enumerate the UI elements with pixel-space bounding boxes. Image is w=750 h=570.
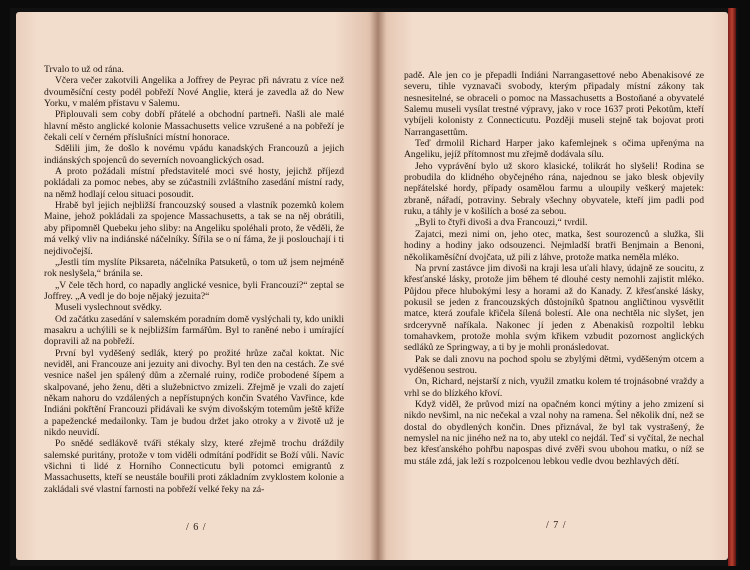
left-page (16, 12, 378, 560)
paragraph: „Byli to čtyři divoši a dva Francouzi,“ tvrdil. (415, 217, 588, 229)
paragraph: On, Richard, nejstarší z nich, využil zmatku kolem té trojnásobné vraždy a vrhl se do blízkého křoví. (404, 376, 704, 399)
page-number-left: / 6 / (186, 522, 207, 533)
paragraph: Po snědé sedlákově tváři stékaly slzy, které zřejmě trochu dráždily salemské puritány, protože v tom viděli odmítání podřídit se Boží vůli. Navíc všichni ti lidé z Horního Connecticutu byli potomci emigrantů z Massachusetts, kteří se neustále bouřili proti základním zvyklostem kolonie a zakládali své vlastní farnosti na pobřeží velké řeky na zá- (44, 438, 344, 495)
paragraph: padě. Ale jen co je přepadli Indiáni Narrangasettové nebo Abenakisové ze severu, tihle vyznavači svobody, kterým připadaly místní zákony tak nesnesitelné, se obraceli o pomoc na Massachusetts a Bostoňané a obyvatelé Salemu museli vysílat trestné výpravy, jako v roce 1637 proti Pekotům, kteří vybíjeli kolonisty z Connecticutu. Později museli stejně tak bojovat proti Narrangasettům. (404, 70, 704, 138)
paragraph: Museli vyslechnout svědky. (55, 302, 162, 314)
paragraph: A proto požádali místní představitelé moci své hosty, jejichž příjezd pokládali za pomoc nebes, aby se zúčastnili zvláštního zasedání místní rady, na němž hodlají celou situaci posoudit. (44, 166, 344, 200)
right-page-text (404, 70, 704, 467)
paragraph: Hrabě byl jejich nejbližší francouzský soused a vlastník pozemků kolem Maine, jehož pokládali za spojence Massachusetts, a tak se na něj obrátili, aby připomněl Quebeku jeho sliby: na Angeliku spoléhali proto, že věděli, že má velký vliv na indiánské náčelníky. Šířila se o ní fáma, že ji poslouchají i ti nejdivočejší. (44, 200, 344, 257)
paragraph: Když viděl, že průvod mizí na opačném konci mýtiny a jeho zmizení si nikdo nevšiml, na nic nečekal a vzal nohy na ramena. Šel několik dní, než se dostal do obydlených končin. Dnes přiznával, že byl tak vystrašený, že nemyslel na nic jiného než na to, aby utekl co nejdál. Teď si vyčítal, že nechal bez křesťanského pohřbu napospas divé zvěři svou ubohou matku, o níž se mu stále zdá, jak leží s rozpolcenou lebkou vedle dvou bezhlavých dětí. (404, 398, 704, 467)
paragraph: První byl vyděšený sedlák, který po prožité hrůze začal koktat. Nic neviděl, ani Francouze ani jezuity ani divochy. Byl ten den na cestách. Ze své vesnice našel jen spálený dům a zčernalé ruiny, rodiče probodené šípem a skalpované, jeho ženu, děti a služebnictvo zmizeli. Zřejmě je vzali do zajetí někam nahoru do vzdálených a nepřístupných končin Svatého Vavřince, kde Indiáni pokřtění Francouzi přidávali ke svým divošským totemům ještě kříže a papežencké medailonky. Tam je budou držet jako otroky a v životě už je nikdo neuvidí. (44, 347, 344, 438)
paragraph: „V čele těch hord, co napadly anglické vesnice, byli Francouzi?“ zeptal se Joffrey. „A vedl je do boje nějaký jezuita?“ (44, 279, 344, 302)
left-page-text (44, 64, 344, 495)
paragraph: Od začátku zasedání v salemském poradním domě vyslýchali ty, kdo unikli masakru a uchýlili se k nejbližším farmářům. Byl to raněné nebo i umírající dopravili až na pobřeží. (44, 313, 344, 348)
paragraph: „Jestli tím myslíte Piksareta, náčelníka Patsuketů, o tom už jsem nejméně rok neslyšela,“ bránila se. (44, 256, 344, 280)
paragraph: Pak se dali znovu na pochod spolu se zbylými dětmi, vyděšeným otcem a vyděšenou sestrou. (404, 353, 704, 376)
open-book (10, 8, 738, 566)
paragraph: Zajatci, mezi nimi on, jeho otec, matka, šest sourozenců a služka, šli hodiny a hodiny jako odsouzenci. Nejmladší bratři Benjmain a Benoni, několikaměsíční dvojčata, už pili z láhve, protože matka neměla mléko. (404, 228, 704, 263)
paragraph: Trvalo to už od rána. (44, 64, 124, 75)
paragraph: Včera večer zakotvili Angelika a Joffrey de Peyrac při návratu z více než dvouměsíční cesty podél pobřeží Nové Anglie, která je zavedla až do New Yorku, v malém přístavu v Salemu. (44, 75, 344, 110)
paragraph: Na první zastávce jim divoši na kraji lesa uťali hlavy, údajně ze soucitu, z křesťanské lásky, protože jim během té dlouhé cesty nemohli zajistit mléko. Půjdou přece hlubokými lesy a horami až do Kanady. Z křesťanské lásky, pokusil se jeden z francouzských důstojníků špatnou angličtinou vysvětlit matce, která zoufale křičela šílená bolestí. Ale ona nechtěla nic slyšet, jen srdceryvně naříkala. Nakonec jí jeden z Abenakisů rozpoltil lebku tomahavkem, protože mohla svým křikem vzbudit pozornost anglických sedláků ze Springway, a ti by je mohli pronásledovat. (404, 262, 704, 354)
paragraph: Připlouvali sem coby dobří přátelé a obchodní partneři. Našli ale malé hlavní město anglické kolonie Massachusetts velice vzrušené a na pobřeží je čekali celí v černém příslušníci místní honorace. (44, 109, 344, 144)
paragraph: Teď drmolil Richard Harper jako kafemlejnek s očima upřenýma na Angeliku, jejíž přítomnost mu zřejmě dodávala sílu. (404, 138, 704, 161)
book-cover-edge (728, 8, 736, 566)
page-number-right: / 7 / (546, 520, 567, 531)
paragraph: Jeho vyprávění bylo už skoro klasické, tolikrát ho slyšeli! Rodina se probudila do klidného obyčejného rána, najednou se jako blesk objevily nepřátelské hordy, případy osamělou farmu a uloupily veškerý majetek: zbraně, nářadí, potraviny. Sebraly všechny obyvatele, kteří jim padli pod ruku, a táhly je v košilích a bosé za sebou. (404, 160, 704, 218)
paragraph: Sdělili jim, že došlo k novému vpádu kanadských Francouzů a jejich indiánských spojenců do severních novoanglických osad. (44, 143, 344, 166)
right-page (378, 12, 728, 560)
